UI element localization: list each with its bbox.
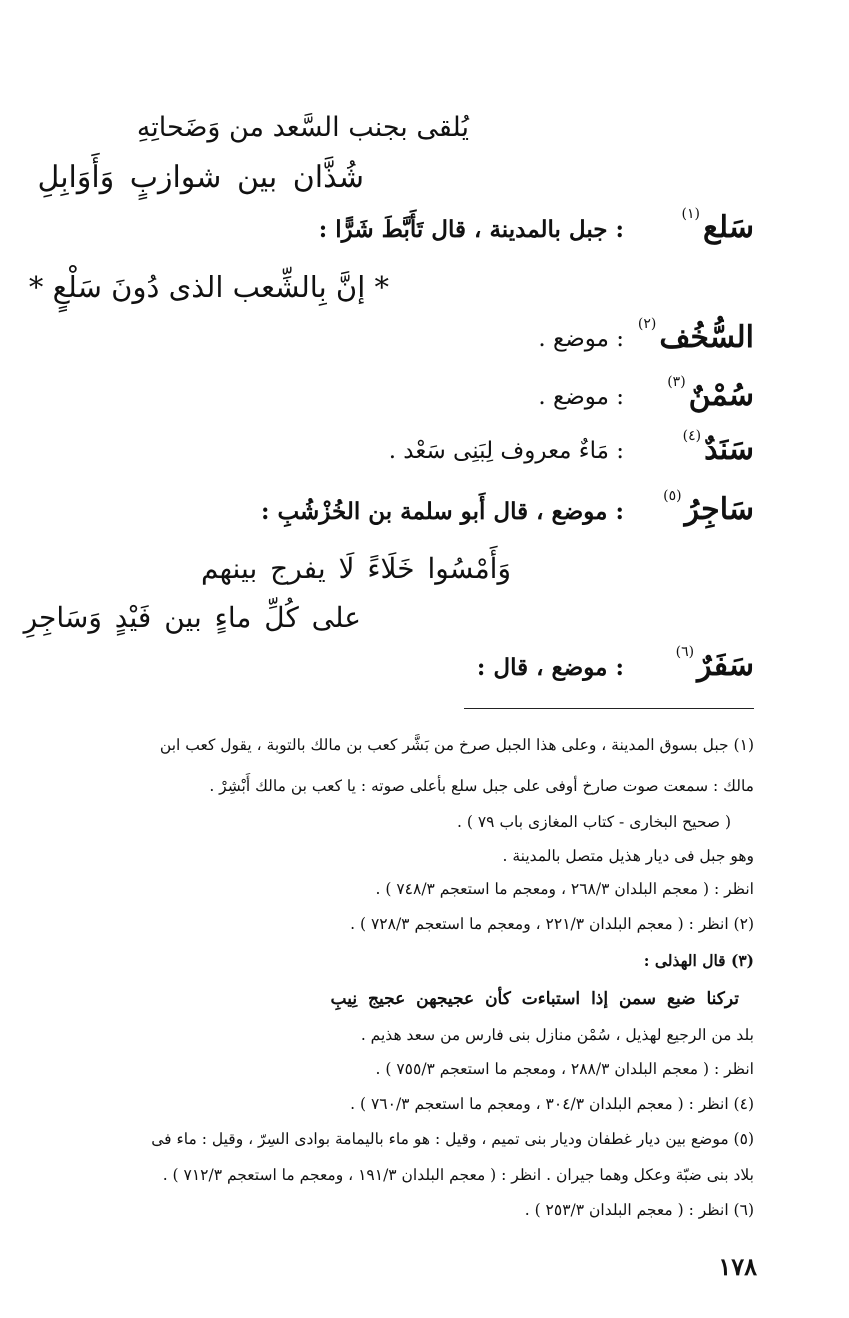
footnote-line: (٦) انظر : ( معجم البلدان ٢٥٣/٣ ) . bbox=[524, 1201, 754, 1219]
footnote-line: مالك : سمعت صوت صارخ أوفى على جبل سلع بأعلى صوته : يا كعب بن مالك أَبْشِرْ . bbox=[209, 777, 754, 795]
verse-line-5: على كُلِّ ماءٍ بين فَيْدٍ وَسَاجِرِ bbox=[23, 601, 361, 634]
verse-line-2: شُذَّان بين شوازبٍ وَأَوَابِلِ bbox=[37, 160, 364, 195]
entry-definition: : موضع . bbox=[538, 384, 624, 410]
entry-headword: سَاجِرُ$^{(٥)}$ bbox=[663, 488, 754, 527]
footnote-line: (٣) قال الهذلى : bbox=[643, 951, 754, 970]
entry-definition: : مَاءٌ معروف لِبَنِى سَعْد . bbox=[388, 438, 624, 464]
footnote-line: انظر : ( معجم البلدان ٢٦٨/٣ ، ومعجم ما استعجم ٧٤٨/٣ ) . bbox=[375, 880, 754, 898]
entry-definition: : موضع ، قال أَبو سلمة بن الخُزْشُبِ : bbox=[260, 498, 624, 525]
footnote-line: ( صحيح البخارى - كتاب المغازى باب ٧٩ ) . bbox=[457, 813, 731, 831]
footnote-marker: (١) bbox=[681, 206, 700, 222]
footnote-line: (٤) انظر : ( معجم البلدان ٣٠٤/٣ ، ومعجم ما استعجم ٧٦٠/٣ ) . bbox=[350, 1095, 754, 1113]
entry-headword: سَلع$^{(١)}$ bbox=[681, 206, 754, 245]
footnote-line: بلد من الرجيع لهذيل ، سُمْن منازل بنى فارس من سعد هذيم . bbox=[360, 1026, 754, 1044]
entry-definition: : موضع ، قال : bbox=[476, 654, 624, 681]
footnote-line: (٥) موضع بين ديار غطفان وديار بنى تميم ، وقيل : هو ماء باليمامة بوادى السِرّ ، وقيل : ماء فى bbox=[151, 1130, 754, 1148]
footnote-verse: تركنا ضبع سمن إذا استباءت كأن عجيجهن عجيج نِيبِ bbox=[330, 989, 739, 1009]
footnote-marker: (٤) bbox=[682, 428, 702, 444]
entry-row bbox=[40, 644, 754, 694]
footnote-marker: (٦) bbox=[675, 644, 695, 660]
entry-headword: السُّخُف$^{(٢)}$ bbox=[637, 316, 754, 355]
footnote-line: (٢) انظر : ( معجم البلدان ٢٢١/٣ ، ومعجم ما استعجم ٧٢٨/٣ ) . bbox=[350, 915, 754, 933]
footnote-line: انظر : ( معجم البلدان ٢٨٨/٣ ، ومعجم ما استعجم ٧٥٥/٣ ) . bbox=[375, 1060, 754, 1078]
footnote-marker: (٣) bbox=[667, 374, 686, 390]
page-number: ١٧٨ bbox=[718, 1252, 757, 1281]
entry-headword: سَنَدٌ$^{(٤)}$ bbox=[682, 428, 754, 467]
entry-headword: سَفَرٌ$^{(٦)}$ bbox=[675, 644, 754, 683]
entry-row bbox=[40, 374, 754, 424]
verse-line-1: يُلقى بجنب السَّعد من وَضَحاتِهِ bbox=[136, 112, 469, 143]
footnote-marker: (٥) bbox=[663, 488, 682, 504]
entry-definition: : موضع . bbox=[538, 326, 624, 352]
footnote-line: بلاد بنى ضبّة وعكل وهما جيران . انظر : ( معجم البلدان ١٩١/٣ ، ومعجم ما استعجم ٧١٢/٣ ) . bbox=[162, 1166, 754, 1184]
entry-row bbox=[40, 316, 754, 366]
entry-definition: : جبل بالمدينة ، قال تَأَبَّطَ شَرًّا : bbox=[318, 216, 624, 243]
footnote-line: وهو جبل فى ديار هذيل متصل بالمدينة . bbox=[502, 847, 754, 865]
entry-row bbox=[40, 428, 754, 478]
footnote-marker: (٢) bbox=[637, 316, 657, 332]
verse-line-3: * إنَّ بِالشِّعب الذى دُونَ سَلْعٍ * bbox=[28, 270, 389, 304]
verse-line-4: وَأَمْسُوا خَلَاءً لَا يفرج بينهم bbox=[201, 552, 511, 585]
entry-row bbox=[40, 488, 754, 538]
entry-row bbox=[40, 206, 754, 256]
footnote-divider bbox=[464, 708, 754, 709]
entry-headword: سُمْنٌ$^{(٣)}$ bbox=[667, 374, 754, 413]
footnote-line: (١) جبل بسوق المدينة ، وعلى هذا الجبل صرخ من بَشَّر كعب بن مالك بالتوبة ، يقول كعب ابن bbox=[159, 736, 754, 754]
